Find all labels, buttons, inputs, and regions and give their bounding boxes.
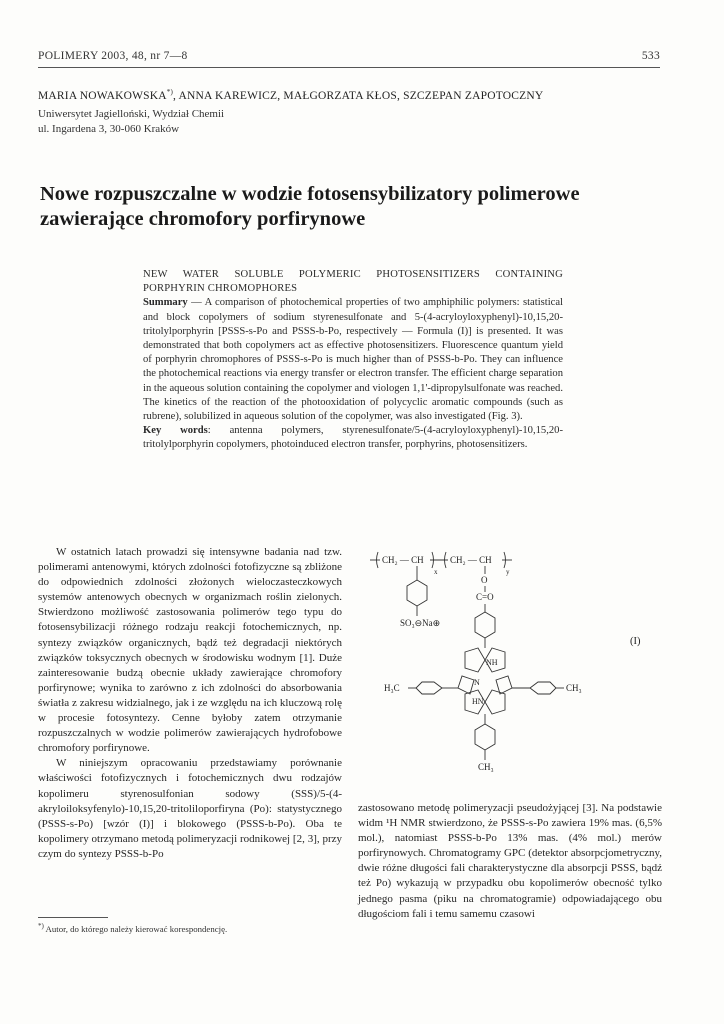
article-title xyxy=(40,182,640,232)
title-line-2: zawierające chromofory porfirynowe xyxy=(40,208,366,230)
methyl-bottom: CH₃ xyxy=(478,762,494,772)
subscript-x: x xyxy=(434,568,438,576)
affiliation-line-2: ul. Ingardena 3, 30-060 Kraków xyxy=(38,123,180,135)
affiliation-line-1: Uniwersytet Jagielloński, Wydział Chemii xyxy=(38,108,225,120)
page-number: 533 xyxy=(641,50,660,62)
affiliation xyxy=(38,107,224,137)
n-label: N xyxy=(474,678,480,687)
carbonyl-label: C=O xyxy=(476,592,494,602)
footnote-text: Autor, do którego należy kierować korespondencję. xyxy=(43,923,228,934)
chain-unit-left: CH₂ — CH xyxy=(382,555,424,565)
author-footnote-mark: *) xyxy=(166,88,173,96)
formula-label: (I) xyxy=(630,636,641,647)
keywords-label: Key words xyxy=(143,425,208,437)
right-column xyxy=(358,801,662,922)
footnote xyxy=(38,922,338,934)
body-paragraph-3: zastosowano metodę polimeryzacji pseudożyjącej [3]. Na podstawie widm ¹H NMR stwierdzono, że PSSS-s-Po zawiera 19% mas. (6,5% mol.), natomiast PSSS-b-Po 13% mas. (4% mol.) merów porfirynowych. Chromatogramy GPC (detektor absorpcjometryczny, dwie różne długości fali charakterystyczne dla absorpcji PSSS, bądź też Po) wykazują w przypadku obu kopolimerów obecność tylko jednego pasma (piku na chromatogramie) odpowiadającego obu długościom fali i temu samemu czasowi xyxy=(358,802,662,920)
oxygen-label: O xyxy=(481,575,488,585)
summary xyxy=(143,296,563,424)
nh-label: NH xyxy=(486,658,498,667)
chain-unit-right: CH₂ — CH xyxy=(450,555,492,565)
subscript-y: y xyxy=(506,568,510,576)
running-head xyxy=(38,50,660,62)
summary-text: — A comparison of photochemical properties of two amphiphilic polymers: statistical and block copolymers of sodium styrenesulfonate and 5-(4-acryloyloxyphenyl)-10,15,20-tritolylporphyrin [PSSS-s-Po and PSSS-b-Po, respectively — Formula (I)] is presented. It was demonstrated that both copolymers act as effective photosensitizers. Fluorescence quantum yield of porphyrin chromophores of PSSS-s-Po is much higher than of PSSS-b-Po. They can influence the photochemical reactions via energy transfer or electron transfer. The efficient charge separation in the aqueous solution containing the copolymer and viologen 1,1'-dipropylsulfonate was reached. The kinetics of the reaction of the photooxidation of polycyclic aromatic compounds (such as rubrene), solubilized in aqueous solution of the copolymer, was also investigated (Fig. 3). xyxy=(143,297,563,423)
title-line-1: Nowe rozpuszczalne w wodzie fotosensybilizatory polimerowe xyxy=(40,183,580,205)
methyl-left: H₃C xyxy=(384,683,400,693)
other-authors: , ANNA KAREWICZ, MAŁGORZATA KŁOS, SZCZEPAN ZAPOTOCZNY xyxy=(172,89,544,102)
authors xyxy=(38,88,543,102)
abstract xyxy=(143,268,563,453)
left-column xyxy=(38,545,342,862)
journal-citation: POLIMERY 2003, 48, nr 7—8 xyxy=(38,50,188,62)
body-paragraph-2: W niniejszym opracowaniu przedstawiamy porównanie właściwości fotofizycznych i fotochemicznych dwu rodzajów kopolimeru styrenosulfonian sodowy (SSS)/5-(4-akryloiloksyfenylo)-10,15,20-tritoliloporfiryna (Po): statystycznego (PSSS-s-Po) [wzór (I)] i blokowego (PSSS-b-Po). Oba te kopolimery otrzymano metodą polimeryzacji rodnikowej [2, 3], przy czym do syntezy PSSS-b-Po xyxy=(38,757,342,860)
sulfonate-phenyl xyxy=(407,566,427,616)
sulfonate-label: SO₃⊖Na⊕ xyxy=(400,618,441,628)
summary-label: Summary xyxy=(143,297,188,309)
keywords-text: : antenna polymers, styrenesulfonate/5-(4-acryloyloxyphenyl)-10,15,20-tritolylporphyrin copolymers, photoinduced electron transfer, porphyrins, photosensitizers. xyxy=(143,425,563,451)
chemical-formula xyxy=(370,548,670,788)
first-author: MARIA NOWAKOWSKA xyxy=(38,89,167,102)
hn-label: HN xyxy=(472,697,484,706)
header-rule xyxy=(38,67,660,68)
methyl-right: CH₃ xyxy=(566,683,582,693)
footnote-mark: *) xyxy=(38,922,44,930)
english-title: NEW WATER SOLUBLE POLYMERIC PHOTOSENSITIZERS CONTAINING PORPHYRIN CHROMOPHORES xyxy=(143,269,563,295)
keywords xyxy=(143,424,563,452)
body-paragraph-1: W ostatnich latach prowadzi się intensywne badania nad tzw. polimerami antenowymi, których zdolności fotofizyczne są zbliżone do odpowiednich zdolności złożonych wieloczasteczkowych systemów antenowych obecnych w organizmach roślin zielonych. Stwierdzono możliwość zastosowania polimerów tego typu do fotosensybilizacji różnego rodzaju reakcji fotochemicznych, np. syntezy związków organicznych, bądź też degradacji niektórych związków toksycznych obecnych w środowisku wodnym [1]. Duże zainteresowanie budzą obecnie układy zawierające chromofory porfirynowe; wynika to zarówno z ich zdolności do absorbowania światła z zakresu widzialnego, jak i ze względu na ich kluczową rolę w procesie fotosyntezy. Cenne byłoby zatem otrzymanie rozpuszczalnych w wodzie polimerów zawierających hydrofobowe chromofory porfirynowe. xyxy=(38,546,342,755)
footnote-rule xyxy=(38,917,108,918)
